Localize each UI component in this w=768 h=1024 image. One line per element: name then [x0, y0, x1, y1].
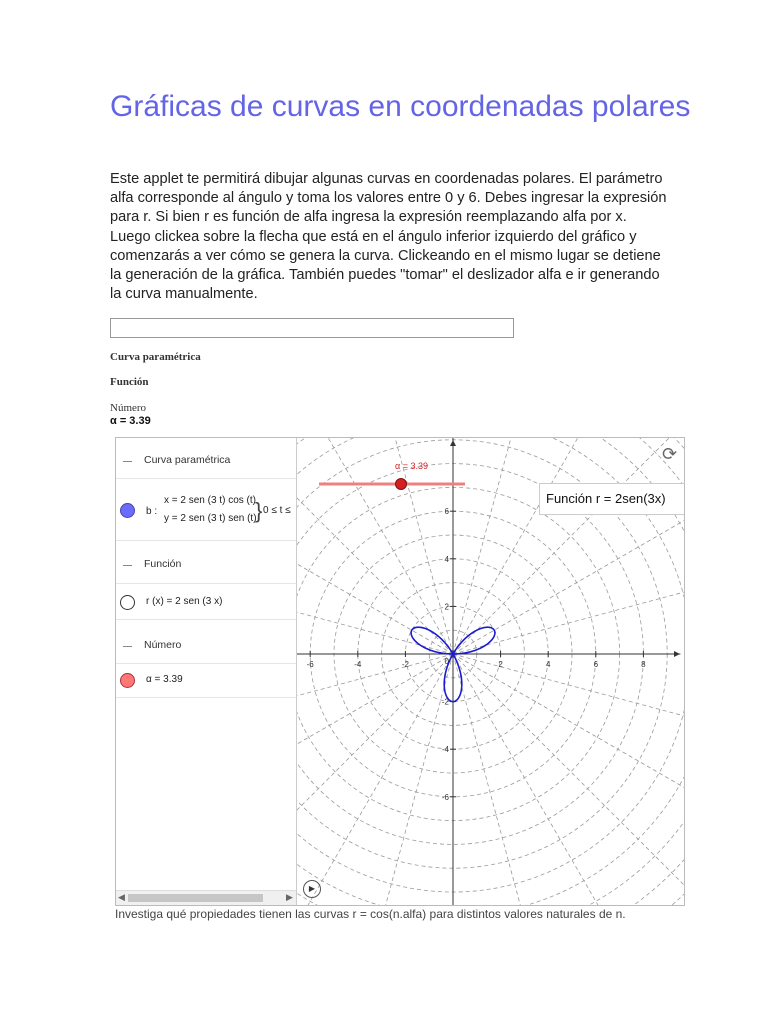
refresh-icon[interactable]: ⟳ — [662, 444, 678, 464]
function-label-box[interactable]: Función r = 2sen(3x) — [539, 483, 684, 515]
x-tick-label: -4 — [354, 660, 362, 669]
alpha-expr: α = 3.39 — [146, 674, 183, 685]
scroll-left-icon[interactable]: ◀ — [118, 892, 125, 902]
grid-ray — [453, 438, 608, 654]
alpha-slider-point — [396, 479, 407, 490]
x-axis-arrow — [674, 651, 680, 657]
horizontal-scrollbar[interactable] — [116, 890, 296, 905]
section-funcion[interactable] — [116, 540, 296, 584]
curve-range: 0 ≤ t ≤ — [263, 505, 291, 516]
grid-ray — [297, 654, 453, 905]
curve-row[interactable] — [116, 478, 296, 541]
x-tick-label: -6 — [306, 660, 314, 669]
curve-y: y = 2 sen (3 t) sen (t) — [164, 513, 257, 524]
x-tick-label: 8 — [641, 660, 646, 669]
function-toggle-icon[interactable] — [120, 595, 135, 610]
y-tick-label: 2 — [444, 602, 449, 612]
collapse-icon[interactable] — [123, 646, 132, 647]
play-icon[interactable]: ▶ — [303, 880, 321, 898]
intro-text: Este applet te permitirá dibujar algunas curvas en coordenadas polares. El parámetro alfa corresponde al ángulo y toma los valores entre 0 y 6. Debes ingresar la expresión para r. Si bien r es función de alfa ingresa la expresión reemplazando alfa por x. Luego clickea sobre la flecha que está en el ángulo inferior izquierdo del gráfico y comenzarás a ver cómo se genera la curva. Clickeando en el mismo lugar se detiene la generación de la gráfica. También puedes "tomar" el deslizador alfa e ir generando la curva manualmente. — [110, 171, 667, 303]
grid-ray — [298, 654, 453, 905]
function-row[interactable] — [116, 583, 296, 620]
y-tick-label: 6 — [444, 507, 449, 517]
section-numero[interactable] — [116, 619, 296, 664]
section-title: Número — [144, 639, 182, 651]
grid-ray — [297, 438, 453, 654]
curve-name: b : — [146, 506, 158, 517]
brace-icon: } — [255, 498, 263, 523]
curve-x: x = 2 sen (3 t) cos (t) — [164, 495, 256, 506]
grid-ray — [453, 654, 684, 905]
label-curva: Curva paramétrica — [110, 351, 201, 363]
graphics-view[interactable] — [297, 438, 684, 905]
x-tick-label: 4 — [545, 660, 551, 669]
y-tick-label: 4 — [444, 554, 449, 564]
grid-ray — [453, 654, 684, 905]
origin-label: 0 — [444, 657, 449, 666]
scroll-thumb[interactable] — [128, 894, 263, 902]
alpha-value: α = 3.39 — [110, 415, 151, 427]
x-tick-label: -2 — [401, 660, 409, 669]
alpha-row[interactable] — [116, 663, 296, 698]
y-axis-arrow — [450, 440, 456, 446]
grid-ray — [453, 654, 684, 905]
page-title: Gráficas de curvas en coordenadas polares — [110, 90, 691, 123]
geogebra-applet — [115, 437, 685, 906]
section-title: Función — [144, 558, 182, 570]
section-title: Curva paramétrica — [144, 454, 231, 466]
function-expr: r (x) = 2 sen (3 x) — [146, 596, 223, 607]
curve-toggle-icon[interactable] — [120, 503, 135, 518]
grid-ray — [453, 499, 684, 654]
slider-label: α = 3.39 — [395, 461, 428, 471]
section-curva[interactable] — [116, 438, 296, 479]
alpha-toggle-icon[interactable] — [120, 673, 135, 688]
grid-ray — [453, 654, 684, 809]
x-tick-label: 6 — [593, 660, 599, 669]
x-tick-label: 2 — [498, 660, 503, 669]
y-tick-label: -4 — [441, 745, 449, 755]
collapse-icon[interactable] — [123, 461, 132, 462]
expression-input[interactable] — [110, 318, 514, 338]
label-funcion: Función — [110, 376, 149, 388]
grid-ray — [297, 654, 453, 809]
label-numero: Número — [110, 402, 147, 414]
y-tick-label: -2 — [441, 697, 449, 707]
algebra-view — [116, 438, 297, 905]
scroll-right-icon[interactable]: ▶ — [286, 892, 293, 902]
grid-ray — [297, 654, 453, 905]
grid-ray — [453, 654, 608, 905]
grid-ray — [297, 654, 453, 905]
grid-ray — [298, 438, 453, 654]
caption: Investiga qué propiedades tienen las curvas r = cos(n.alfa) para distintos valores naturales de n. — [115, 907, 626, 921]
grid-ray — [297, 438, 453, 654]
y-tick-label: -6 — [441, 792, 449, 802]
grid-ray — [297, 438, 453, 654]
collapse-icon[interactable] — [123, 565, 132, 566]
